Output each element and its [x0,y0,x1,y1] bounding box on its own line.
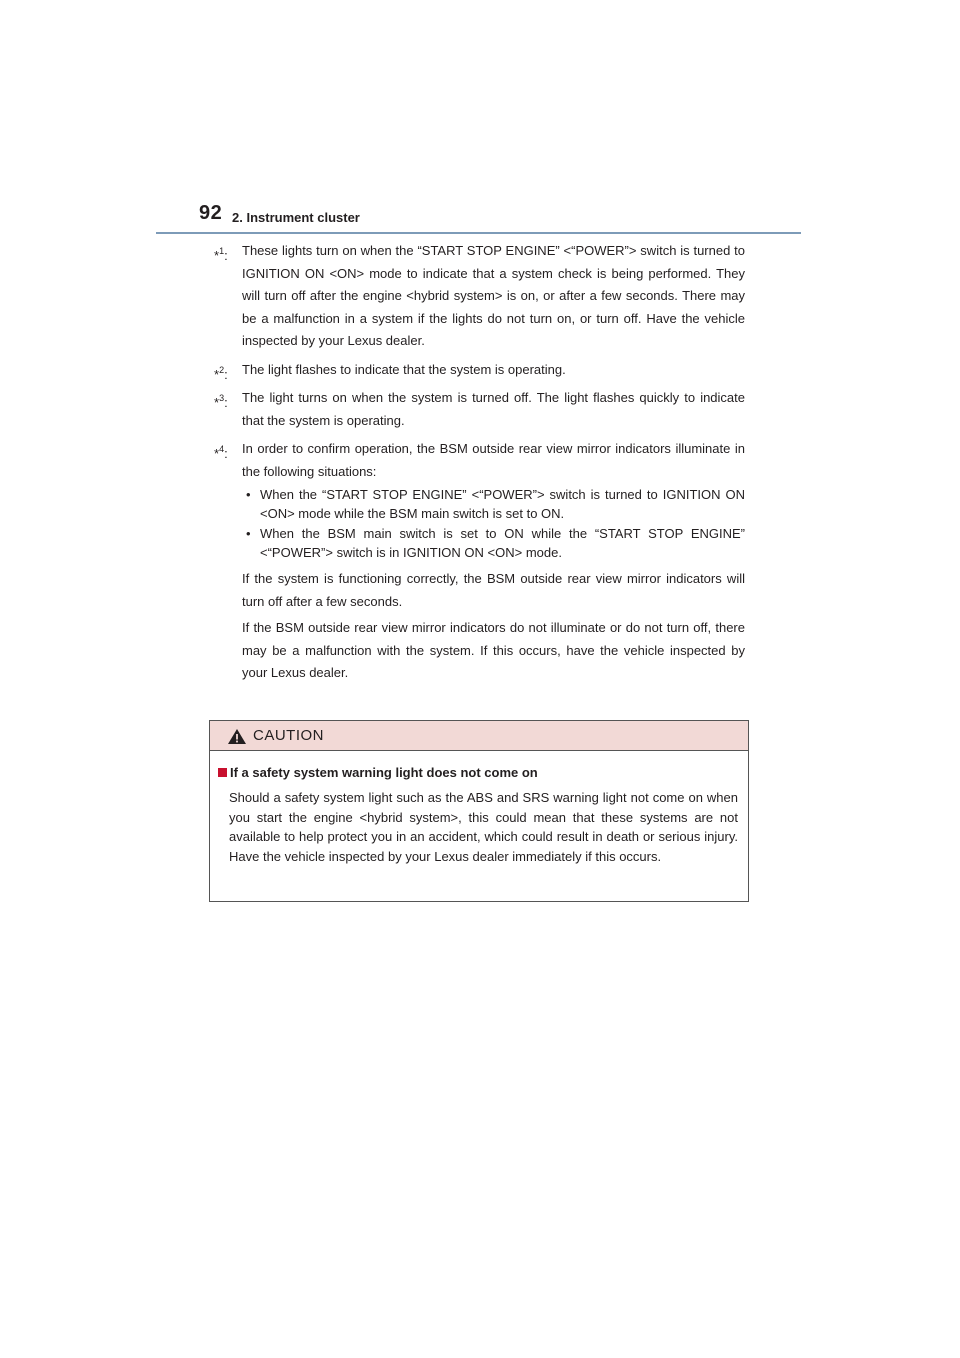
caution-header [210,721,748,751]
footnote-4 [214,438,745,483]
footnote-text: These lights turn on when the “START STOP ENGINE” <“POWER”> switch is turned to IGNITION ON <ON> mode to indicate that a system check is being performed. They will turn off after the engine <hybrid system> is on, or after a few seconds. There may be a malfunction in a system if the lights do not turn on, or turn off. Have the vehicle inspected by your Lexus dealer. [242,243,745,348]
caution-text: Should a safety system light such as the ABS and SRS warning light not come on when you start the engine <hybrid system>, this could mean that these systems are not available to help protect you in an accident, which could result in death or serious injury. Have the vehicle inspected by your Lexus dealer immediately if this occurs. [229,790,738,864]
footnote-1 [214,240,745,353]
paragraph: If the BSM outside rear view mirror indicators do not illuminate or do not turn off, there may be a malfunction with the system. If this occurs, have the vehicle inspected by your Lexus dealer. [242,620,745,680]
footnote-text: In order to confirm operation, the BSM outside rear view mirror indicators illuminate in the following situations: [242,441,745,479]
caution-body [210,751,748,866]
footnote-2 [214,359,745,382]
caution-label: CAUTION [253,727,324,744]
footnote-marker: *$^1$: [214,246,228,263]
paragraph: If the system is functioning correctly, the BSM outside rear view mirror indicators will turn off after a few seconds. [242,571,745,609]
caution-heading: If a safety system warning light does not come on [218,765,738,780]
footnote-marker: *$^2$: [214,364,228,382]
footnotes [214,240,745,689]
footnote-3 [214,387,745,432]
header-rule [156,232,801,234]
list-item: • When the BSM main switch is set to ON while the “START STOP ENGINE” <“POWER”> switch is in IGNITION ON <ON> mode. [246,526,745,560]
footnote-marker: *$^4$: [214,444,228,461]
situation-list [242,485,745,562]
footnote-text: The light flashes to indicate that the system is operating. [242,361,566,377]
list-item: • When the “START STOP ENGINE” <“POWER”> switch is turned to IGNITION ON <ON> mode while the BSM main switch is set to ON. [246,487,745,521]
footnote-marker: *$^3$: [214,393,228,410]
caution-box [209,720,749,902]
section-title: 2. Instrument cluster [232,210,360,225]
page-number: 92 [199,202,223,224]
footnote-text: The light turns on when the system is turned off. The light flashes quickly to indicate that the system is operating. [242,390,745,428]
red-square-bullet-icon [218,768,227,777]
warning-triangle-icon [227,728,247,745]
